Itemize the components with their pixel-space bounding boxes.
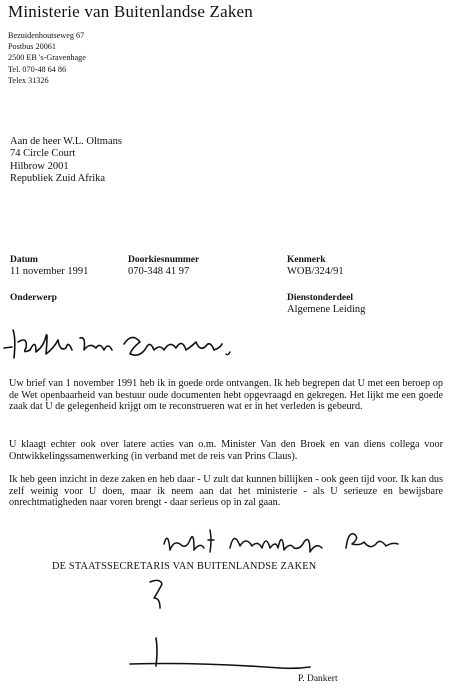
address-line: Bezuidenhoutseweg 67	[8, 31, 85, 40]
onderwerp-label: Onderwerp	[10, 293, 57, 303]
datum-label: Datum	[10, 255, 38, 265]
handwritten-signature	[120, 634, 320, 674]
body-paragraph-2: U klaagt echter ook over latere acties van o.m. Minister Van den Broek en van diens collega voor Ontwikkelingssamenwerking (in verband met de reis van Prins Claus).	[9, 439, 443, 462]
body-paragraph-3: Ik heb geen inzicht in deze zaken en heb daar - U zult dat kunnen billijken - ook geen tijd voor. Ik kan dus zelf weinig voor U doen, maar ik neem aan dat het ministerie - als U serieuze en bewijsbare onrechtmatigheden naar voren brengt - daar serieus op in zal gaan.	[9, 474, 443, 509]
signer-name: P. Dankert	[298, 674, 338, 684]
recipient-line: Hilbrow 2001	[10, 160, 69, 172]
recipient-address	[10, 136, 122, 186]
doorkiesnummer-value: 070-348 41 97	[128, 266, 190, 277]
address-line: Tel. 070-48 64 86	[8, 64, 67, 74]
handwritten-closing	[160, 520, 450, 560]
dienstonderdeel-value: Algemene Leiding	[287, 304, 366, 315]
body-paragraph-1: Uw brief van 1 november 1991 heb ik in goede orde ontvangen. Ik heb begrepen dat U met een beroep op de Wet openbaarheid van bestuur oude documenten hebt opgevraagd en gekregen. Het lijkt me een goede zaak dat U de gelegenheid krijgt om te reconstrueren wat er in het verleden is gebeurd.	[9, 378, 443, 413]
handwritten-initial	[144, 574, 174, 614]
recipient-line: Aan de heer W.L. Oltmans	[10, 136, 122, 147]
kenmerk-label: Kenmerk	[287, 255, 326, 265]
address-line: Telex 31326	[8, 75, 49, 85]
recipient-line: Republiek Zuid Afrika	[10, 173, 106, 185]
address-line: 2500 EB 's-Gravenhage	[8, 53, 86, 63]
handwritten-salutation	[0, 318, 250, 378]
ministry-address	[8, 30, 86, 86]
address-line: Postbus 20061	[8, 42, 56, 52]
recipient-line: 74 Circle Court	[10, 148, 76, 160]
closing-title: DE STAATSSECRETARIS VAN BUITENLANDSE ZAKEN	[52, 561, 317, 572]
dienstonderdeel-label: Dienstonderdeel	[287, 293, 353, 303]
doorkiesnummer-label: Doorkiesnummer	[128, 255, 200, 265]
datum-value: 11 november 1991	[10, 266, 89, 277]
kenmerk-value: WOB/324/91	[287, 266, 344, 277]
ministry-name: Ministerie van Buitenlandse Zaken	[8, 2, 254, 21]
